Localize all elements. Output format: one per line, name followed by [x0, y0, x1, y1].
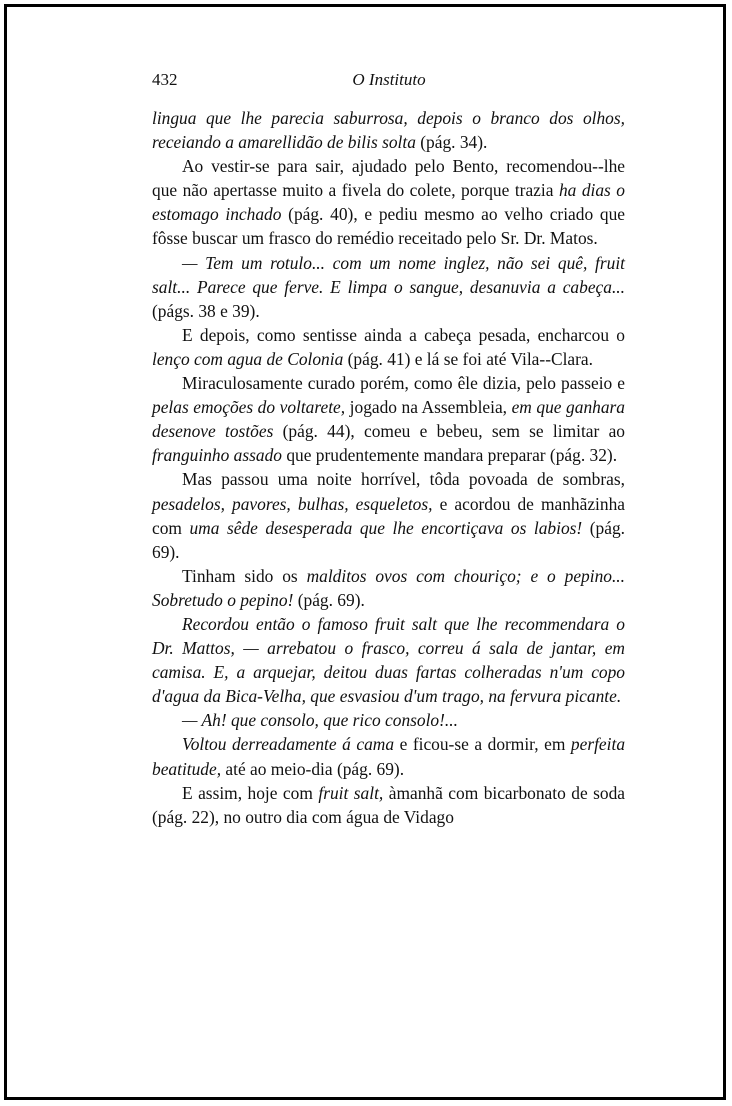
page-number: 432	[152, 70, 178, 89]
text-run: (pág. 69).	[293, 589, 365, 610]
text-run: (pág. 69).	[152, 517, 625, 562]
paragraph	[152, 154, 625, 250]
italic-text: Recordou então o famoso fruit salt que lhe recommendara o Dr. Mattos, — arrebatou o frasco, correu á sala de jantar, em camisa. E, a arquejar, deitou duas fartas colheradas n'um copo d'agua da Bica-Velha, que esvasiou d'um trago, na fervura picante.	[152, 613, 625, 707]
text-run: Ao vestir-se para sair, ajudado pelo Bento, recomendou--lhe que não apertasse muito a fivela do colete, porque trazia	[152, 156, 625, 201]
text-run: Mas passou uma noite horrível, tôda povoada de sombras,	[182, 469, 625, 490]
italic-text: — Tem um rotulo... com um nome inglez, não sei quê, fruit salt... Parece que ferve. E limpa o sangue, desanuvia a cabeça...	[152, 252, 625, 297]
paragraph	[152, 612, 625, 708]
italic-text: pesadelos, pavores, bulhas, esqueletos,	[152, 493, 433, 514]
italic-text: pelas emoções do voltarete,	[152, 397, 346, 418]
running-title: O Instituto	[352, 70, 426, 89]
italic-text: lingua que lhe parecia saburrosa, depois o branco dos olhos, receiando a amarellidão de bilis solta	[152, 108, 625, 153]
paragraph	[152, 106, 625, 154]
italic-text: fruit salt,	[318, 782, 384, 803]
text-run: (pág. 34).	[415, 132, 488, 153]
text-run: (pág. 40), e pediu mesmo ao velho criado que fôsse buscar um frasco do remédio receitado pelo Sr. Dr. Matos.	[152, 204, 625, 249]
text-run: e ficou-se a dormir, em	[394, 734, 571, 755]
text-run: (págs. 38 e 39).	[152, 300, 260, 321]
italic-text: ha dias o estomago inchado	[152, 180, 626, 225]
body-text	[152, 106, 625, 829]
paragraph	[152, 371, 625, 467]
text-run: Tinham sido os	[182, 565, 307, 586]
text-run: e acordou de manhãzinha com	[152, 493, 625, 538]
text-run: (pág. 41) e lá se foi até Vila--Clara.	[343, 348, 593, 369]
italic-text: perfeita beatitude,	[152, 734, 626, 779]
text-run: Miraculosamente curado porém, como êle dizia, pelo passeio e	[182, 373, 625, 394]
italic-text: Voltou derreadamente á cama	[182, 734, 395, 755]
italic-text: malditos ovos com chouriço; e o pepino... Sobretudo o pepino!	[152, 565, 625, 610]
paragraph	[152, 251, 625, 323]
paragraph	[152, 467, 625, 563]
text-run: àmanhã com bicarbonato de soda (pág. 22), no outro dia com água de Vidago	[152, 782, 626, 827]
italic-text: lenço com agua de Colonia	[152, 348, 344, 369]
text-run: E assim, hoje com	[182, 782, 319, 803]
italic-text: — Ah! que consolo, que rico consolo!...	[182, 710, 458, 731]
page-header	[152, 70, 626, 96]
text-run: jogado na Assembleia,	[345, 397, 512, 418]
paragraph	[152, 564, 625, 612]
text-run: E depois, como sentisse ainda a cabeça pesada, encharcou o	[182, 324, 625, 345]
text-run: que prudentemente mandara preparar (pág. 32).	[281, 445, 618, 466]
italic-text: em que ganhara desenove tostões	[152, 397, 625, 442]
paragraph	[152, 781, 625, 829]
text-run: (pág. 44), comeu e bebeu, sem se limitar ao	[273, 421, 625, 442]
paragraph	[152, 732, 625, 780]
text-run: até ao meio-dia (pág. 69).	[221, 758, 405, 779]
paragraph	[152, 323, 625, 371]
italic-text: franguinho assado	[152, 445, 282, 466]
italic-text: uma sêde desesperada que lhe encortiçava os labios!	[189, 517, 583, 538]
paragraph	[152, 708, 625, 732]
